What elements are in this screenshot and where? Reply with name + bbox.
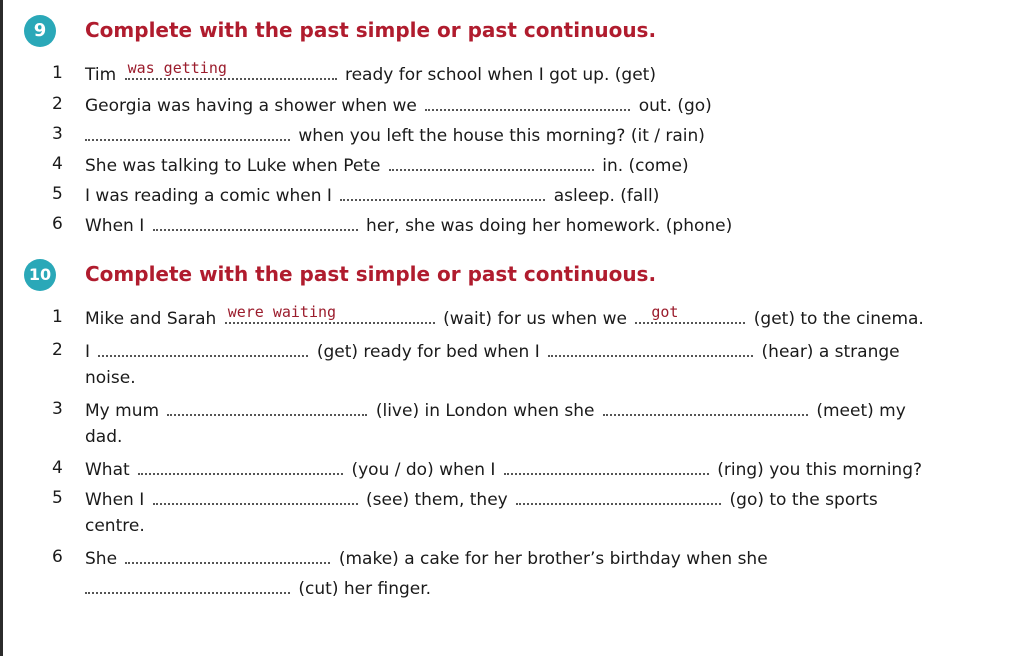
item-text: (live) in London when she (375, 401, 595, 421)
item-text: (get) ready for bed when I (316, 342, 540, 362)
exercise-10-badge: 10 (24, 259, 56, 291)
answer-blank[interactable] (635, 304, 745, 324)
item-text: I (85, 342, 91, 362)
item-text: when you left the house this morning? (it / rain) (298, 126, 705, 146)
item-text: (get) to the cinema. (753, 309, 924, 329)
item-number: 5 (52, 184, 63, 204)
answer-blank[interactable] (85, 574, 290, 594)
item-number: 2 (52, 340, 63, 360)
item-text: (cut) her finger. (298, 579, 432, 599)
answer-blank[interactable] (167, 396, 367, 416)
page-edge (0, 0, 3, 656)
answer-blank[interactable] (125, 60, 337, 80)
item-number: 2 (52, 94, 63, 114)
item-text: What (85, 460, 130, 480)
ex10-item-5-continuation: centre. (85, 516, 145, 536)
item-text: ready for school when I got up. (get) (344, 65, 656, 85)
answer-blank[interactable] (389, 151, 594, 171)
filled-answer: were waiting (227, 303, 337, 321)
item-text: I was reading a comic when I (85, 186, 332, 206)
answer-blank[interactable] (504, 455, 709, 475)
exercise-9-title: Complete with the past simple or past continuous. (85, 18, 657, 42)
answer-blank[interactable] (125, 544, 330, 564)
item-text: (make) a cake for her brother’s birthday when she (338, 549, 768, 569)
item-text: (see) them, they (366, 490, 508, 510)
answer-blank[interactable] (225, 304, 435, 324)
answer-blank[interactable] (425, 91, 630, 111)
answer-blank[interactable] (340, 181, 545, 201)
answer-blank[interactable] (603, 396, 808, 416)
item-number: 5 (52, 488, 63, 508)
item-text: (go) to the sports (729, 490, 878, 510)
answer-blank[interactable] (516, 485, 721, 505)
item-number: 4 (52, 154, 63, 174)
item-text: (you / do) when I (351, 460, 496, 480)
item-text: When I (85, 216, 145, 236)
item-text: out. (go) (638, 96, 712, 116)
item-text: (hear) a strange (761, 342, 900, 362)
item-text: Mike and Sarah (85, 309, 217, 329)
exercise-9-badge: 9 (24, 15, 56, 47)
filled-answer: was getting (127, 59, 227, 77)
answer-blank[interactable] (98, 337, 308, 357)
item-text: (ring) you this morning? (717, 460, 923, 480)
exercise-10-title: Complete with the past simple or past continuous. (85, 262, 657, 286)
item-text: Georgia was having a shower when we (85, 96, 417, 116)
item-text: her, she was doing her homework. (phone) (366, 216, 733, 236)
ex10-item-3-continuation: dad. (85, 427, 123, 447)
item-number: 1 (52, 307, 63, 327)
item-text: asleep. (fall) (553, 186, 660, 206)
item-number: 6 (52, 214, 63, 234)
item-text: She (85, 549, 118, 569)
item-text: in. (come) (602, 156, 689, 176)
item-text: Tim (85, 65, 117, 85)
answer-blank[interactable] (153, 211, 358, 231)
answer-blank[interactable] (138, 455, 343, 475)
answer-blank[interactable] (85, 121, 290, 141)
item-text: She was talking to Luke when Pete (85, 156, 381, 176)
item-number: 1 (52, 63, 63, 83)
answer-blank[interactable] (548, 337, 753, 357)
answer-blank[interactable] (153, 485, 358, 505)
filled-answer: got (651, 303, 679, 321)
item-number: 6 (52, 547, 63, 567)
ex10-item-2-continuation: noise. (85, 368, 136, 388)
item-text: My mum (85, 401, 160, 421)
item-text: (meet) my (816, 401, 906, 421)
item-text: (wait) for us when we (443, 309, 627, 329)
item-text: When I (85, 490, 145, 510)
item-number: 3 (52, 399, 63, 419)
item-number: 4 (52, 458, 63, 478)
item-number: 3 (52, 124, 63, 144)
